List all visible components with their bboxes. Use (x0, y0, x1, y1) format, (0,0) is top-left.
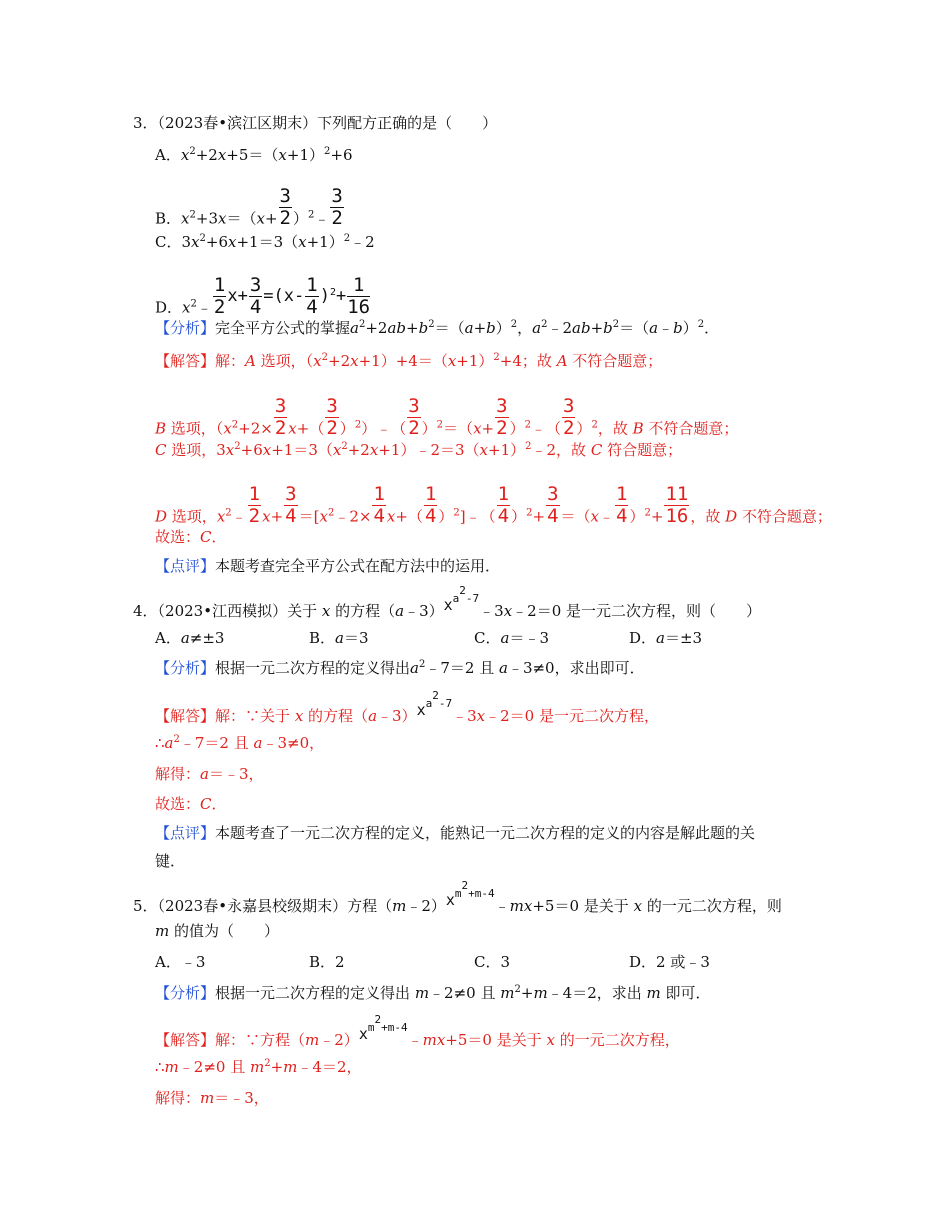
q5-option-c: C．3 (474, 953, 511, 971)
exponent-expression: $x^{a^2-7}$ (443, 584, 480, 614)
fraction: $\frac{3}{2}$ (496, 395, 508, 439)
fraction: $\frac{1}{4}$ (424, 483, 437, 527)
q4-analysis: 【分析】根据一元二次方程的定义得出$a^2﹣7=2$ 且 a﹣3≠0，求出即可． (155, 659, 645, 677)
q4-stem: 4．（2023•江西模拟）关于 x 的方程$(a﹣3)x^{a^2-7}﹣3x﹣2=0$ 是一元二次方程，则（ ） (133, 584, 762, 620)
fraction: $\frac{3}{2}$ (326, 395, 338, 439)
fraction: $\frac{1}{4}$ (306, 274, 318, 318)
q5-option-d: D．2 或﹣3 (629, 953, 710, 971)
q4-option-b: B．a＝3 (309, 629, 369, 647)
fraction: $\frac{3}{4}$ (547, 483, 559, 527)
q3-option-a: A．$x^2+2x+5=(x+1)^2+6$ (155, 146, 353, 164)
q3-option-d: D．$x^2﹣$ $\frac{1}{2}$ x+ $\frac{3}{4}$ =(x- $\frac{1}{4}$ )$^2$+ $\frac{1}{16}$ (155, 274, 371, 318)
fraction: $\frac{1}{16}$ (347, 274, 371, 318)
q4-option-d: D．a＝±3 (629, 629, 703, 647)
q4-option-c: C．a＝﹣3 (474, 629, 549, 647)
fraction: $\frac{3}{2}$ (279, 185, 291, 229)
fraction: $\frac{11}{16}$ (665, 483, 689, 527)
fraction: $\frac{3}{2}$ (562, 395, 575, 439)
fraction: $\frac{3}{2}$ (408, 395, 420, 439)
fraction: $\frac{3}{2}$ (331, 185, 343, 229)
fraction: $\frac{1}{4}$ (373, 483, 385, 527)
fraction: $\frac{3}{4}$ (249, 274, 262, 318)
fraction: $\frac{1}{4}$ (497, 483, 510, 527)
q3-solution-b: B 选项，（$x^2+2\times$ $\frac{3}{2}$ x+（ $\frac{3}{2}$ ）$^2$）﹣（ $\frac{3}{2}$ ）$^2$＝（x+ $\frac{3}{2}$ ）$^2$﹣（ $\frac{3}{2}$ ）$^2$，故 B 不符合题意； (155, 395, 739, 439)
q5-solution: 【解答】解：∵方程$(m﹣2)x^{m^2+m-4}﹣mx+5=0$ 是关于 x 的一元二次方程， (155, 1013, 680, 1049)
q5-analysis: 【分析】根据一元二次方程的定义得出 m﹣2≠0 且 $m^2+m﹣4=2$，求出 m 即可． (155, 984, 711, 1002)
q3-option-b: B．$x^2+3x=(x+$ $\frac{3}{2}$ ）$^2$﹣ $\frac{3}{2}$ (155, 185, 343, 229)
q5-option-b: B．2 (309, 953, 345, 971)
q4-comment-cont: 键． (155, 852, 186, 870)
q4-choice: 故选：C． (155, 795, 227, 813)
q5-solve: 解得：m＝﹣3， (155, 1089, 269, 1107)
q3-solution-a: 【解答】解：A 选项，$(x^2+2x+1)+4=(x+1)^2+4$；故 A 不符合题意； (155, 352, 663, 370)
q4-option-a: A．a≠±3 (155, 629, 225, 647)
exponent-expression: $x^{m^2+m-4}$ (445, 879, 495, 909)
q5-option-a: A．﹣3 (155, 953, 206, 971)
fraction: $\frac{1}{4}$ (616, 483, 628, 527)
q3-solution-d: D 选项，$x^2﹣$ $\frac{1}{2}$ x+ $\frac{3}{4}$ $=[x^2﹣2\times$ $\frac{1}{4}$ x+（ $\frac{1}{4}$ ）$^2$]﹣（ $\frac{1}{4}$ ）$^2$+ $\frac{3}{4}$ ＝（x﹣ $\frac{1}{4}$ ）$^2$+ $\frac{11}{16}$ ，故 D 不符合题意； (155, 483, 832, 527)
q4-comment: 【点评】本题考查了一元二次方程的定义，能熟记一元二次方程的定义的内容是解此题的关 (155, 824, 756, 842)
fraction: $\frac{1}{2}$ (248, 483, 261, 527)
q3-solution-c: C 选项，$3x^2+6x+1=3(x^2+2x+1)﹣2=3(x+1)^2﹣2$，故 C 符合题意； (155, 441, 683, 459)
fraction: $\frac{3}{4}$ (285, 483, 297, 527)
q5-stem: 5．（2023春•永嘉县校级期末）方程$(m﹣2)x^{m^2+m-4}﹣mx+5=0$ 是关于 x 的一元二次方程，则 (133, 879, 782, 915)
q3-comment: 【点评】本题考查完全平方公式在配方法中的运用． (155, 557, 501, 575)
fraction: $\frac{1}{2}$ (213, 274, 226, 318)
fraction: $\frac{3}{2}$ (274, 395, 287, 439)
q3-stem: 3．（2023春•滨江区期末）下列配方正确的是（ ） (133, 114, 498, 132)
exponent-expression: $x^{m^2+m-4}$ (358, 1013, 408, 1043)
q5-solution-step: ∴m﹣2≠0 且 $m^2+m﹣4=2$， (155, 1058, 362, 1076)
exponent-expression: $x^{a^2-7}$ (416, 689, 453, 719)
q4-solve: 解得：a＝﹣3， (155, 765, 264, 783)
q3-analysis: 【分析】完全平方公式的掌握$a^2+2ab+b^2=(a+b)^2$，$a^2﹣2ab+b^2=(a﹣b)^2$． (155, 319, 720, 337)
q5-stem-cont: m 的值为（ ） (155, 922, 280, 940)
q3-choice: 故选：C． (155, 528, 227, 546)
q4-solution: 【解答】解：∵关于 x 的方程$(a﹣3)x^{a^2-7}﹣3x﹣2=0$ 是一元二次方程， (155, 689, 659, 725)
q3-option-c: C．$3x^2+6x+1=3(x+1)^2﹣2$ (155, 233, 375, 251)
q4-solution-step: $\therefore a^2﹣7=2$ 且 a﹣3≠0， (155, 734, 325, 752)
